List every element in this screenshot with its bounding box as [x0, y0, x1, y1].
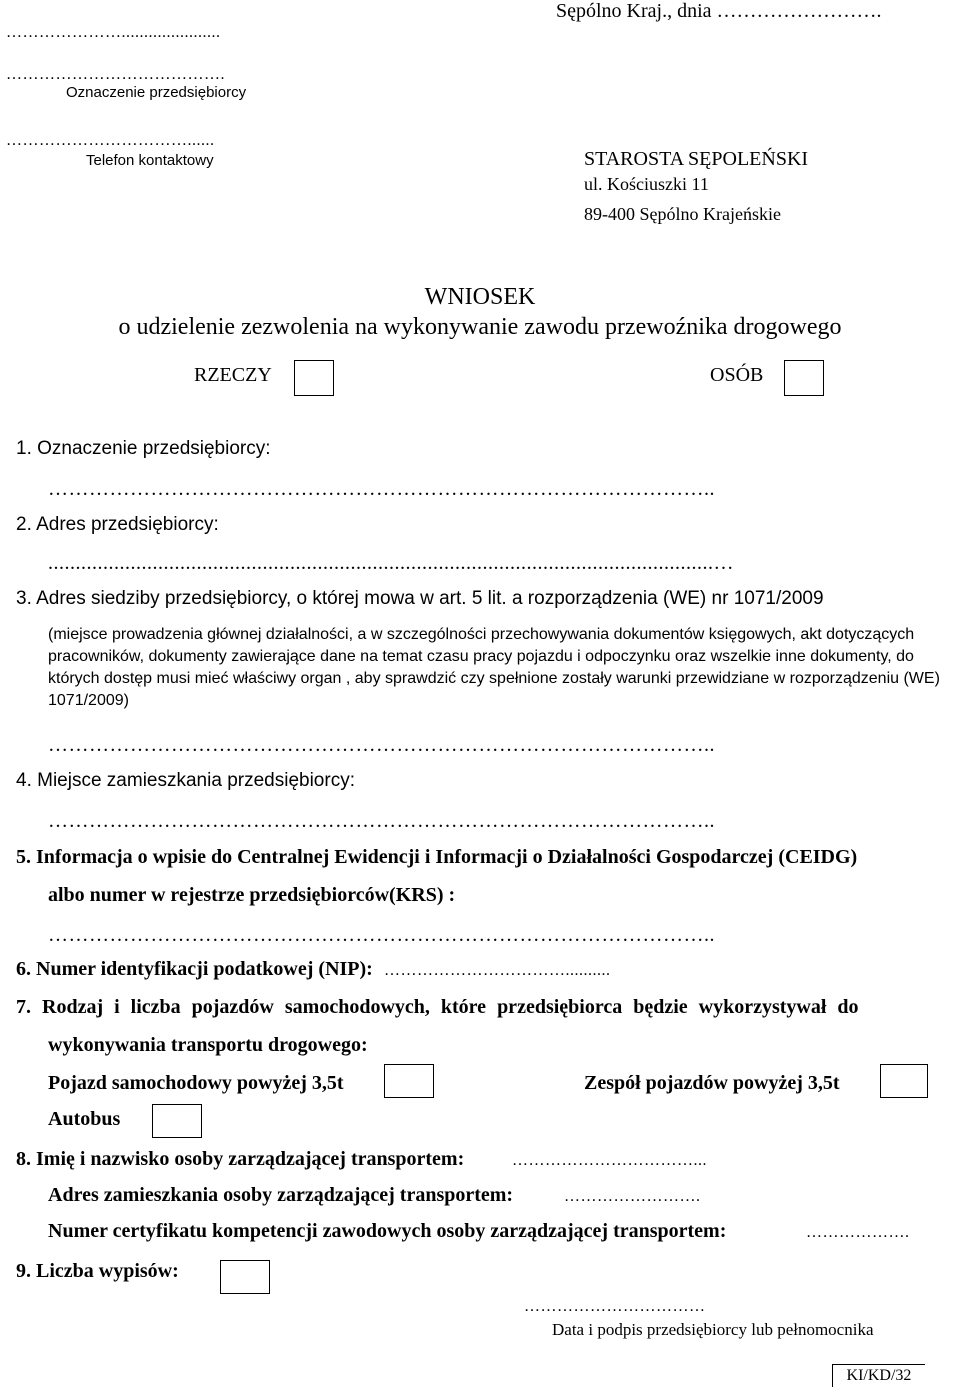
- phone-label: Telefon kontaktowy: [86, 152, 214, 169]
- option-persons-label: OSÓB: [710, 364, 764, 386]
- section-5-field[interactable]: ……………………………………………………………………………………..: [48, 924, 715, 946]
- place-date: Sępólno Kraj., dnia …………………….: [556, 0, 882, 22]
- phone-dots[interactable]: ……………………………......: [6, 132, 215, 149]
- signature-label: Data i podpis przedsiębiorcy lub pełnomocnika: [552, 1320, 874, 1339]
- bus-count[interactable]: [152, 1104, 202, 1138]
- section-1-field[interactable]: ……………………………………………………………………………………..: [48, 478, 715, 500]
- recipient-city: 89-400 Sępólno Krajeńskie: [584, 204, 781, 224]
- vehicle-over-3-5t-count[interactable]: [384, 1064, 434, 1098]
- section-8-label: 8. Imię i nazwisko osoby zarządzającej transportem:: [16, 1148, 465, 1170]
- applicant-address-dots[interactable]: ………………………………….: [6, 66, 225, 83]
- vehicle-over-3-5t-label: Pojazd samochodowy powyżej 3,5t: [48, 1072, 344, 1094]
- section-1-label: 1. Oznaczenie przedsiębiorcy:: [16, 438, 271, 459]
- form-code: KI/KD/32: [832, 1364, 925, 1387]
- option-goods-label: RZECZY: [194, 364, 272, 386]
- section-6-label: 6. Numer identyfikacji podatkowej (NIP):: [16, 958, 373, 980]
- section-7-label-line2: wykonywania transportu drogowego:: [48, 1034, 368, 1056]
- manager-certificate-field[interactable]: ……………….: [806, 1224, 910, 1241]
- section-9-label: 9. Liczba wypisów:: [16, 1260, 179, 1282]
- section-2-label: 2. Adres przedsiębiorcy:: [16, 514, 219, 535]
- section-5-label-line2: albo numer w rejestrze przedsiębiorców(KRS) :: [48, 884, 456, 906]
- manager-certificate-label: Numer certyfikatu kompetencji zawodowych osoby zarządzającej transportem:: [48, 1220, 727, 1242]
- section-2-field[interactable]: .........................................................................................................................…: [48, 552, 734, 574]
- option-persons-checkbox[interactable]: [784, 360, 824, 396]
- section-5-label-line1: 5. Informacja o wpisie do Centralnej Ewidencji i Informacji o Działalności Gospodarczej (CEIDG): [16, 846, 858, 868]
- manager-address-label: Adres zamieszkania osoby zarządzającej transportem:: [48, 1184, 514, 1206]
- extracts-count[interactable]: [220, 1260, 270, 1294]
- section-6-field[interactable]: ……………………………..........: [384, 962, 611, 979]
- company-label: Oznaczenie przedsiębiorcy: [66, 84, 247, 101]
- vehicle-combo-count[interactable]: [880, 1064, 928, 1098]
- section-7-label-line1: 7. Rodzaj i liczba pojazdów samochodowych, które przedsiębiorca będzie wykorzystywał do: [16, 996, 859, 1018]
- option-goods-checkbox[interactable]: [294, 360, 334, 396]
- section-3-note: (miejsce prowadzenia głównej działalności, a w szczególności przechowywania dokumentów księgowych, akt dotyczących pracowników, dokumenty zawierające dane na temat czasu pracy pojazdu i odpoczynku oraz wszelkie inne dokumenty, do których dostęp musi mieć właściwy organ , aby sprawdzić czy spełnione zostały warunki przewidziane w rozporządzeniu (WE) 1071/2009): [48, 626, 940, 709]
- bus-label: Autobus: [48, 1108, 121, 1130]
- recipient-title: STAROSTA SĘPOLEŃSKI: [584, 148, 809, 170]
- applicant-name-dots[interactable]: …………………......................: [6, 24, 221, 41]
- signature-dots[interactable]: ……………………………: [524, 1298, 706, 1315]
- section-8-field[interactable]: ……………………………...: [512, 1152, 707, 1169]
- manager-address-field[interactable]: …………………….: [564, 1188, 701, 1205]
- section-3-label: 3. Adres siedziby przedsiębiorcy, o której mowa w art. 5 lit. a rozporządzenia (WE) nr 1071/2009: [16, 588, 824, 609]
- section-4-label: 4. Miejsce zamieszkania przedsiębiorcy:: [16, 770, 355, 791]
- form-subtitle: o udzielenie zezwolenia na wykonywanie zawodu przewoźnika drogowego: [118, 314, 842, 340]
- recipient-street: ul. Kościuszki 11: [584, 174, 709, 194]
- section-4-field[interactable]: ……………………………………………………………………………………..: [48, 810, 715, 832]
- section-3-field[interactable]: ……………………………………………………………………………………..: [48, 734, 715, 756]
- form-title: WNIOSEK: [424, 284, 536, 310]
- vehicle-combo-label: Zespół pojazdów powyżej 3,5t: [584, 1072, 840, 1094]
